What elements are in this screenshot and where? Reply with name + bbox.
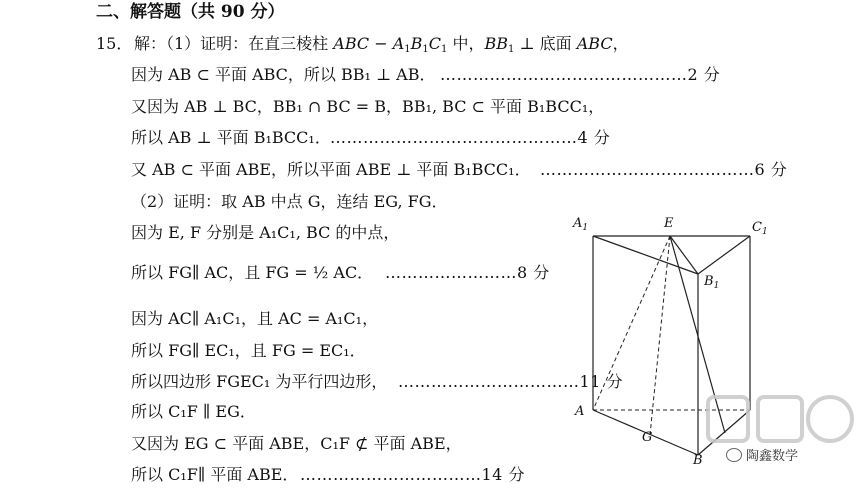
line-1-text-g: 中， bbox=[447, 34, 485, 53]
line-1-sub-1: 1 bbox=[404, 44, 411, 55]
solution-line-13: 又因为 EG ⊂ 平面 ABE，C₁F ⊄ 平面 ABE， bbox=[131, 434, 462, 453]
solution-line-10: 所以 FG∥ EC₁，且 FG = EC₁． bbox=[131, 341, 366, 360]
score-dots-8: ……………………8 分 bbox=[385, 263, 550, 282]
score-dots-5: …………………………………6 分 bbox=[540, 160, 788, 179]
label-e: E bbox=[664, 216, 674, 231]
solution-line-2: 因为 AB ⊂ 平面 ABC，所以 BB₁ ⊥ AB． bbox=[131, 65, 436, 84]
label-a: A bbox=[575, 404, 585, 419]
line-1-text-a: 解：（1）证明：在直三棱柱 bbox=[134, 34, 334, 53]
solution-line-5: 又 AB ⊂ 平面 ABE，所以平面 ABE ⊥ 平面 B₁BCC₁． bbox=[131, 160, 531, 179]
line-1-sub-2: 1 bbox=[422, 44, 429, 55]
solution-line-6: （2）证明：取 AB 中点 G，连结 EG, FG． bbox=[131, 192, 448, 211]
label-b1: $B_1$ bbox=[704, 274, 720, 291]
hidden-segment-e-a bbox=[593, 236, 670, 410]
watermark bbox=[700, 385, 860, 491]
line-1-c: C bbox=[428, 34, 442, 53]
solution-line-12: 所以 C₁F ∥ EG． bbox=[131, 402, 256, 421]
line-1-a: A bbox=[392, 34, 405, 53]
line-1-content bbox=[134, 34, 629, 60]
label-a1: $A_1$ bbox=[573, 216, 589, 233]
score-dots-11: ……………………………11 分 bbox=[398, 372, 623, 391]
edge-a1-b1 bbox=[593, 236, 698, 274]
solution-line-4: 所以 AB ⊥ 平面 B₁BCC₁． bbox=[131, 128, 331, 147]
score-dots-14: ……………………………14 分 bbox=[300, 465, 525, 484]
score-dots-2: ………………………………………2 分 bbox=[440, 65, 721, 84]
wechat-icon bbox=[726, 448, 742, 462]
line-1-minus: − bbox=[369, 34, 393, 53]
watermark-text: 陶鑫数学 bbox=[726, 445, 798, 464]
solution-line-8: 所以 FG∥ AC，且 FG = ½ AC． bbox=[131, 263, 374, 282]
line-1-sub-3: 1 bbox=[441, 44, 448, 55]
label-g: G bbox=[642, 430, 653, 445]
line-1-comma: ， bbox=[612, 34, 629, 53]
line-1-text-i: ⊥ 底面 bbox=[514, 34, 577, 53]
solution-line-7: 因为 E, F 分别是 A₁C₁, BC 的中点， bbox=[131, 223, 400, 242]
label-b: B bbox=[693, 453, 703, 468]
line-1-bb: BB bbox=[484, 34, 509, 53]
section-heading: 二、解答题（共 90 分） bbox=[96, 2, 285, 22]
line-1-b: B bbox=[410, 34, 423, 53]
score-dots-4: ………………………………………4 分 bbox=[330, 128, 611, 147]
solution-line-14: 所以 C₁F∥ 平面 ABE． bbox=[131, 465, 299, 484]
solution-line-9: 因为 AC∥ A₁C₁，且 AC = A₁C₁， bbox=[131, 309, 379, 328]
edge-b1-c1 bbox=[698, 236, 750, 274]
line-1-abc: ABC bbox=[333, 34, 370, 53]
line-1-sub-4: 1 bbox=[508, 44, 515, 55]
label-c1: $C_1$ bbox=[752, 220, 768, 237]
line-1-abc-2: ABC bbox=[576, 34, 613, 53]
question-number: 15． bbox=[96, 34, 133, 53]
solution-line-11: 所以四边形 FGEC₁ 为平行四边形， bbox=[131, 372, 388, 391]
solution-line-3: 又因为 AB ⊥ BC，BB₁ ∩ BC = B，BB₁, BC ⊂ 平面 B₁BCC₁， bbox=[131, 97, 605, 116]
watermark-logo-icon bbox=[700, 385, 860, 491]
hidden-segment-e-g bbox=[650, 236, 670, 435]
